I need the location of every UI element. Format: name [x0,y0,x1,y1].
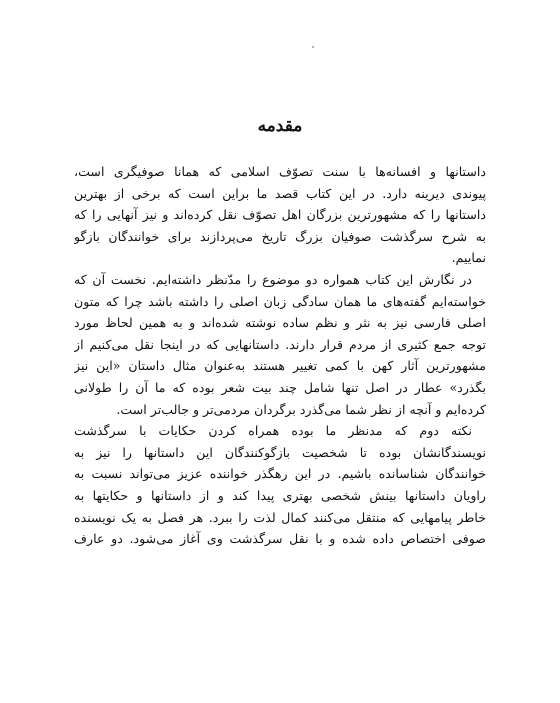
paragraph-3 [74,420,486,550]
text-line: مشهورترین آثار کهن با کمی تغییر هستند به‌عنوان مثال داستان «این نیز [74,358,486,374]
text-line: توجه جمع کثیری از مردم قرار دارند. داستانهایی که در اینجا نقل می‌کنیم از [74,336,486,352]
text-line: بگذرد» عطار در اصل تنها شامل چند بیت شعر بوده که ما آن را طولانی [74,379,486,395]
text-line: در نگارش این کتاب همواره دو موضوع را مدّنظر داشته‌ایم. نخست آن که [74,271,472,287]
page-speck [312,46,314,48]
text-line: نکته دوم که مدنظر ما بوده همراه کردن حکایات با سرگذشت [74,423,472,439]
paragraph-1 [74,161,486,269]
text-line: خوانندگان شناسانده باشیم. در این رهگذر خواننده عزیز می‌تواند نسبت به [74,466,486,482]
text-line: نویسندگانشان بوده تا شخصیت بازگوکنندگان این داستانها را نیز به [74,444,486,460]
text-line: داستانها و افسانه‌ها با سنت تصوّف اسلامی که همانا صوفیگری است، [74,164,486,179]
text-line: داستانها را که مشهورترین بزرگان اهل تصوّف نقل کرده‌اند و نیز آنهایی را که [74,207,486,223]
page-title: مقدمه [257,116,303,136]
text-line: پیوندی دیرینه دارد. در این کتاب قصد ما براین است که برخی از بهترین [74,185,486,201]
text-line: صوفی اختصاص داده شده و با نقل سرگذشت وی آغاز می‌شود. دو عارف [74,531,486,547]
text-line: به شرح سرگذشت صوفیان بزرگ تاریخ می‌پردازند برای خوانندگان بازگو [74,228,486,244]
text-line: اصلی فارسی نیز به نثر و نظم ساده نوشته شده‌اند و به همین لحاظ مورد [74,315,486,331]
text-line: خاطر پیامهایی که منتقل می‌کنند کمال لذت را ببرد. هر فصل به یک نویسنده [74,509,486,525]
text-line: کرده‌ایم و آنچه از نظر شما می‌گذرد برگردان مردمی‌تر و جالب‌تر است. [116,401,486,417]
paragraph-2 [74,269,486,420]
text-line: خواسته‌ایم گفته‌های ما همان سادگی زبان اصلی را داشته باشد چرا که متون [74,293,486,309]
text-line: نماییم. [451,250,486,266]
text-line: راویان داستانها بینش شخصی بهتری پیدا کند و از داستانها و حکایتها به [74,487,486,503]
body-text [74,161,486,550]
